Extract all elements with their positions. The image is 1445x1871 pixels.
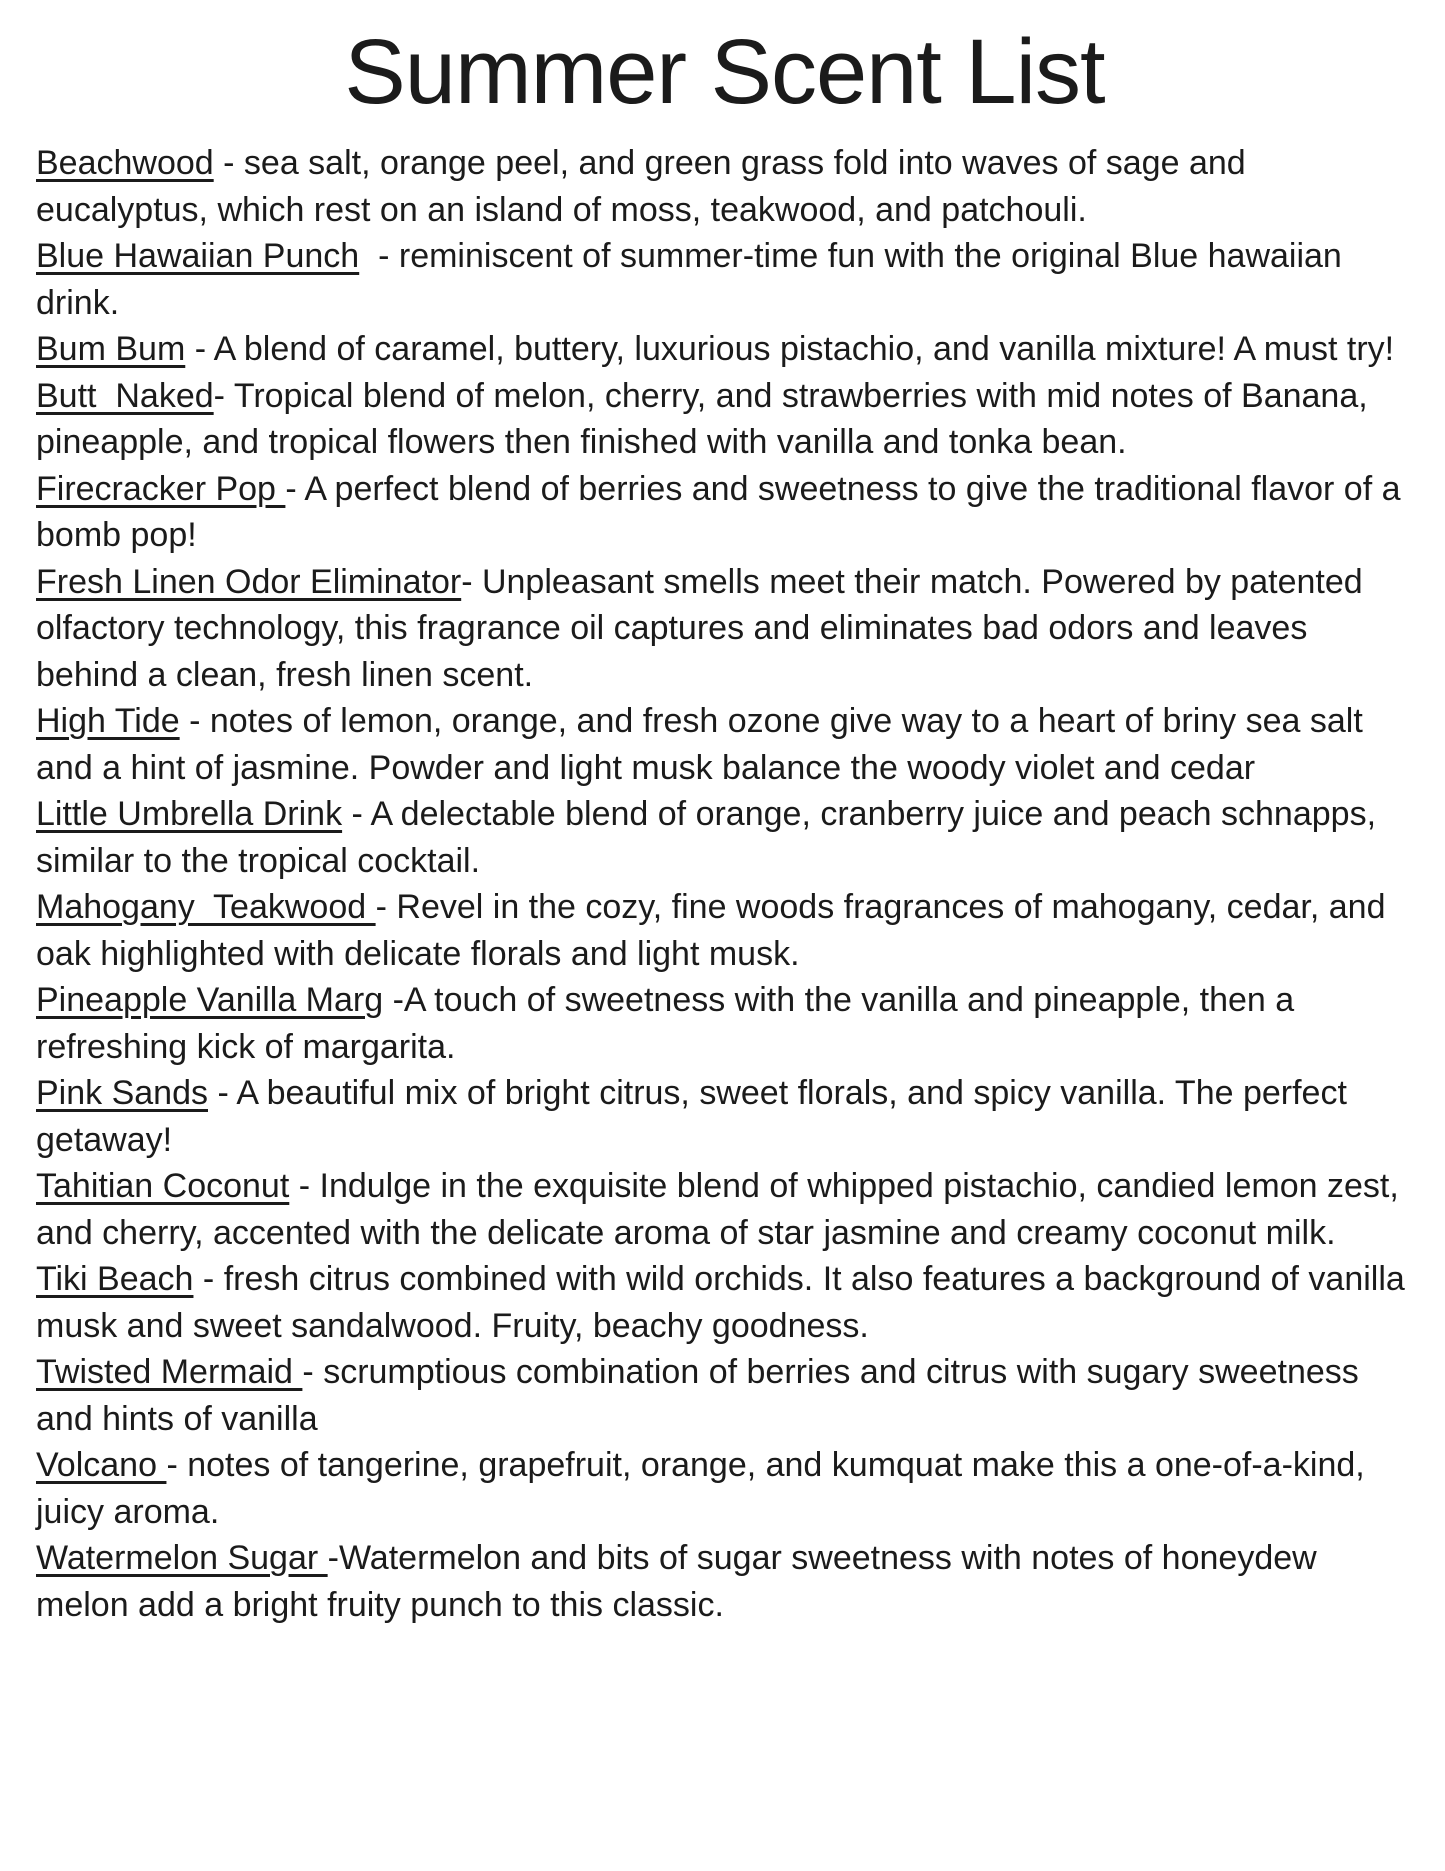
scent-name: Firecracker Pop (36, 469, 286, 508)
scent-entry (36, 698, 1413, 791)
scent-name: Twisted Mermaid (36, 1353, 303, 1391)
scent-separator: - (359, 237, 399, 275)
scent-entry (36, 140, 1413, 233)
scent-name: Beachwood (36, 144, 214, 182)
scent-entry (36, 1163, 1413, 1256)
scent-description: Tropical blend of melon, cherry, and strawberries with mid notes of Banana, pineapple, and tropical flowers then finished with vanilla and tonka bean. (36, 376, 1378, 461)
scent-separator: - (213, 144, 244, 182)
scent-description: reminiscent of summer-time fun with the original Blue hawaiian drink. (36, 237, 1352, 322)
scent-separator: - (342, 795, 371, 833)
scent-name: Butt Naked (36, 376, 214, 415)
scent-entry (36, 466, 1413, 559)
scent-entry (36, 791, 1413, 884)
scent-separator: - (375, 888, 397, 926)
scent-entry (36, 977, 1413, 1070)
scent-description: A touch of sweetness with the vanilla and pineapple, then a refreshing kick of margarita. (36, 981, 1304, 1066)
scent-name: Bum Bum (36, 330, 186, 368)
scent-description: Unpleasant smells meet their match. Powered by patented olfactory technology, this fragrance oil captures and eliminates bad odors and leaves behind a clean, fresh linen scent. (36, 562, 1373, 694)
scent-name: Little Umbrella Drink (36, 795, 343, 833)
scent-entry (36, 1349, 1413, 1442)
scent-name: Tahitian Coconut (36, 1167, 290, 1205)
scent-separator: - (193, 1260, 224, 1298)
scent-entry (36, 233, 1413, 326)
page-title: Summer Scent List (344, 21, 1105, 123)
scent-entry (36, 1442, 1413, 1535)
scent-name: Tiki Beach (36, 1260, 194, 1298)
scent-description: A delectable blend of orange, cranberry juice and peach schnapps, similar to the tropical cocktail. (36, 795, 1386, 880)
scent-description: A perfect blend of berries and sweetness to give the traditional flavor of a bomb pop! (36, 469, 1410, 554)
scent-description: A beautiful mix of bright citrus, sweet florals, and spicy vanilla. The perfect getaway! (36, 1074, 1357, 1159)
scent-entry (36, 373, 1413, 466)
scent-description: notes of tangerine, grapefruit, orange, and kumquat make this a one-of-a-kind, juicy aroma. (36, 1446, 1375, 1531)
scent-entry (36, 559, 1413, 699)
scent-description: A blend of caramel, buttery, luxurious pistachio, and vanilla mixture! A must try! (213, 330, 1395, 368)
scent-separator: - (285, 469, 305, 508)
scent-description: sea salt, orange peel, and green grass fold into waves of sage and eucalyptus, which rest on an island of moss, teakwood, and patchouli. (36, 144, 1256, 229)
scent-name: Fresh Linen Odor Eliminator (36, 562, 462, 601)
scent-separator: - (179, 702, 210, 740)
scent-separator: - (289, 1167, 320, 1205)
scent-name: Watermelon Sugar (36, 1539, 328, 1577)
scent-name: Volcano (36, 1446, 167, 1484)
scent-name: Pink Sands (36, 1074, 208, 1112)
scent-description: Watermelon and bits of sugar sweetness with notes of honeydew melon add a bright fruity punch to this classic. (36, 1539, 1327, 1624)
scent-name: Pineapple Vanilla Marg (36, 981, 384, 1019)
scent-description: Indulge in the exquisite blend of whipped pistachio, candied lemon zest, and cherry, accented with the delicate aroma of star jasmine and creamy coconut milk. (36, 1167, 1409, 1252)
scent-name: Mahogany Teakwood (36, 888, 376, 926)
scent-separator: - (213, 376, 234, 415)
scent-separator: - (166, 1446, 188, 1484)
scent-separator: - (302, 1353, 324, 1391)
scent-description: fresh citrus combined with wild orchids. It also features a background of vanilla musk and sweet sandalwood. Fruity, beachy goodness. (36, 1260, 1415, 1345)
scent-separator: - (208, 1074, 237, 1112)
scent-name: High Tide (36, 702, 180, 740)
scent-list (36, 140, 1413, 1628)
scent-description: Revel in the cozy, fine woods fragrances of mahogany, cedar, and oak highlighted with delicate florals and light musk. (36, 888, 1395, 973)
scent-separator: - (185, 330, 214, 368)
scent-separator: - (327, 1539, 339, 1577)
scent-separator: - (461, 562, 482, 601)
scent-entry (36, 884, 1413, 977)
scent-entry (36, 326, 1413, 373)
scent-description: notes of lemon, orange, and fresh ozone give way to a heart of briny sea salt and a hint of jasmine. Powder and light musk balance the woody violet and cedar (36, 702, 1373, 787)
scent-separator: - (383, 981, 404, 1019)
scent-entry (36, 1535, 1413, 1628)
scent-description: scrumptious combination of berries and citrus with sugary sweetness and hints of vanilla (36, 1353, 1369, 1438)
scent-entry (36, 1256, 1413, 1349)
scent-name: Blue Hawaiian Punch (36, 237, 360, 275)
scent-entry (36, 1070, 1413, 1163)
